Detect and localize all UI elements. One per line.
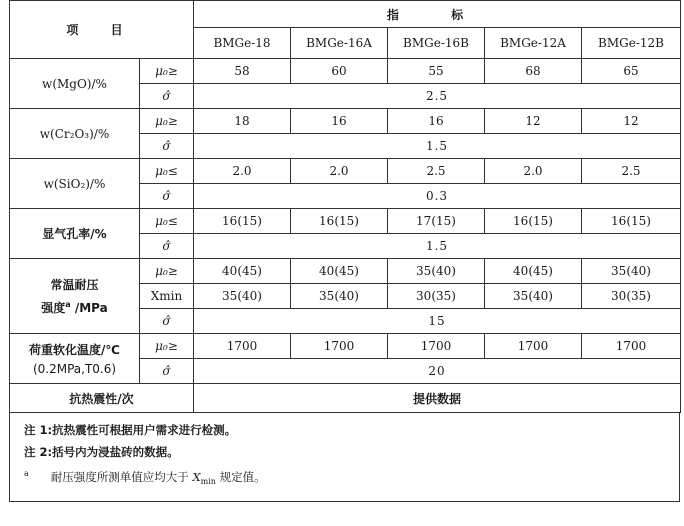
item-thermal-shock: 抗热震性/次: [10, 384, 194, 413]
value-cell: 16: [388, 109, 485, 134]
value-cell: 2.0: [194, 159, 291, 184]
sigma-symbol: σ̂: [140, 359, 194, 384]
value-cell: 17(15): [388, 209, 485, 234]
value-cell: 35(40): [291, 284, 388, 309]
sigma-value: 0.3: [194, 184, 681, 209]
value-cell: 60: [291, 59, 388, 84]
value-cell: 35(40): [194, 284, 291, 309]
header-item-label: 项 目: [10, 1, 194, 59]
value-cell: 55: [388, 59, 485, 84]
footnote-a: [24, 463, 665, 493]
item-line2: (0.2MPa,T0.6): [32, 362, 117, 376]
value-cell: 58: [194, 59, 291, 84]
footnote-ref: a: [65, 300, 71, 309]
item-refractoriness-under-load: [10, 334, 140, 384]
value-cell: 16(15): [485, 209, 582, 234]
item-line1: 荷重软化温度/℃: [29, 343, 120, 357]
notes-section: [9, 413, 680, 502]
table-row-rul-mu: [10, 334, 681, 359]
value-cell: 2.0: [291, 159, 388, 184]
sigma-value: 1.5: [194, 234, 681, 259]
sigma-value: 1.5: [194, 134, 681, 159]
footnote-mark: a: [24, 469, 29, 478]
item-line1: 常温耐压: [50, 278, 99, 292]
mu-symbol: μ₀≥: [140, 334, 194, 359]
value-cell: 1700: [582, 334, 681, 359]
sigma-value: 20: [194, 359, 681, 384]
sigma-symbol: σ̂: [140, 309, 194, 334]
value-cell: 18: [194, 109, 291, 134]
value-cell: 16: [291, 109, 388, 134]
footnote-text-pre: 耐压强度所测单值应均大于: [50, 469, 193, 484]
grade-header: BMGe-18: [194, 28, 291, 59]
value-cell: 16(15): [291, 209, 388, 234]
table-row-ccs-mu: [10, 259, 681, 284]
mu-symbol: μ₀≥: [140, 259, 194, 284]
item-cr2o3: w(Cr₂O₃)/%: [10, 109, 140, 159]
sigma-value: 2.5: [194, 84, 681, 109]
table-row-cr2o3-mu: [10, 109, 681, 134]
header-row-1: [10, 1, 681, 28]
table-row-thermal-shock: [10, 384, 681, 413]
value-cell: 1700: [485, 334, 582, 359]
footnote-x-sub: min: [200, 477, 216, 487]
value-cell: 35(40): [582, 259, 681, 284]
sigma-symbol: σ̂: [140, 84, 194, 109]
value-cell: 16(15): [582, 209, 681, 234]
item-apparent-porosity: 显气孔率/%: [10, 209, 140, 259]
item-line2: [10, 299, 139, 316]
xmin-symbol: Xmin: [140, 284, 194, 309]
value-cell: 1700: [291, 334, 388, 359]
sigma-symbol: σ̂: [140, 134, 194, 159]
value-cell: 35(40): [388, 259, 485, 284]
mu-symbol: μ₀≥: [140, 59, 194, 84]
note-2: 注 2:括号内为浸盐砖的数据。: [24, 445, 179, 459]
item-sio2: w(SiO₂)/%: [10, 159, 140, 209]
item-unit: /MPa: [70, 301, 108, 315]
value-cell: 12: [582, 109, 681, 134]
footnote-text-post: 规定值。: [215, 469, 266, 484]
sigma-symbol: σ̂: [140, 234, 194, 259]
value-cell: 40(45): [485, 259, 582, 284]
sigma-value: 15: [194, 309, 681, 334]
grade-header: BMGe-12B: [582, 28, 681, 59]
item-cold-crushing-strength: [10, 259, 140, 334]
header-group-label: 指 标: [194, 1, 681, 28]
mu-symbol: μ₀≥: [140, 109, 194, 134]
value-cell: 40(45): [194, 259, 291, 284]
value-cell: 40(45): [291, 259, 388, 284]
grade-header: BMGe-16A: [291, 28, 388, 59]
mu-symbol: μ₀≤: [140, 159, 194, 184]
value-cell: 30(35): [388, 284, 485, 309]
spec-table: [9, 0, 681, 413]
item-line2-text: 强度: [41, 301, 66, 315]
value-cell: 35(40): [485, 284, 582, 309]
thermal-shock-value: 提供数据: [194, 384, 681, 413]
value-cell: 12: [485, 109, 582, 134]
value-cell: 1700: [194, 334, 291, 359]
table-row-mgo-mu: [10, 59, 681, 84]
value-cell: 68: [485, 59, 582, 84]
value-cell: 2.5: [582, 159, 681, 184]
table-row-porosity-mu: [10, 209, 681, 234]
value-cell: 16(15): [194, 209, 291, 234]
grade-header: BMGe-12A: [485, 28, 582, 59]
value-cell: 30(35): [582, 284, 681, 309]
item-mgo: w(MgO)/%: [10, 59, 140, 109]
footnote-x: X: [192, 469, 201, 484]
value-cell: 1700: [388, 334, 485, 359]
value-cell: 2.0: [485, 159, 582, 184]
spec-table-container: [9, 0, 680, 502]
grade-header: BMGe-16B: [388, 28, 485, 59]
value-cell: 65: [582, 59, 681, 84]
value-cell: 2.5: [388, 159, 485, 184]
note-1: 注 1:抗热震性可根据用户需求进行检测。: [24, 423, 237, 437]
sigma-symbol: σ̂: [140, 184, 194, 209]
mu-symbol: μ₀≤: [140, 209, 194, 234]
table-row-sio2-mu: [10, 159, 681, 184]
